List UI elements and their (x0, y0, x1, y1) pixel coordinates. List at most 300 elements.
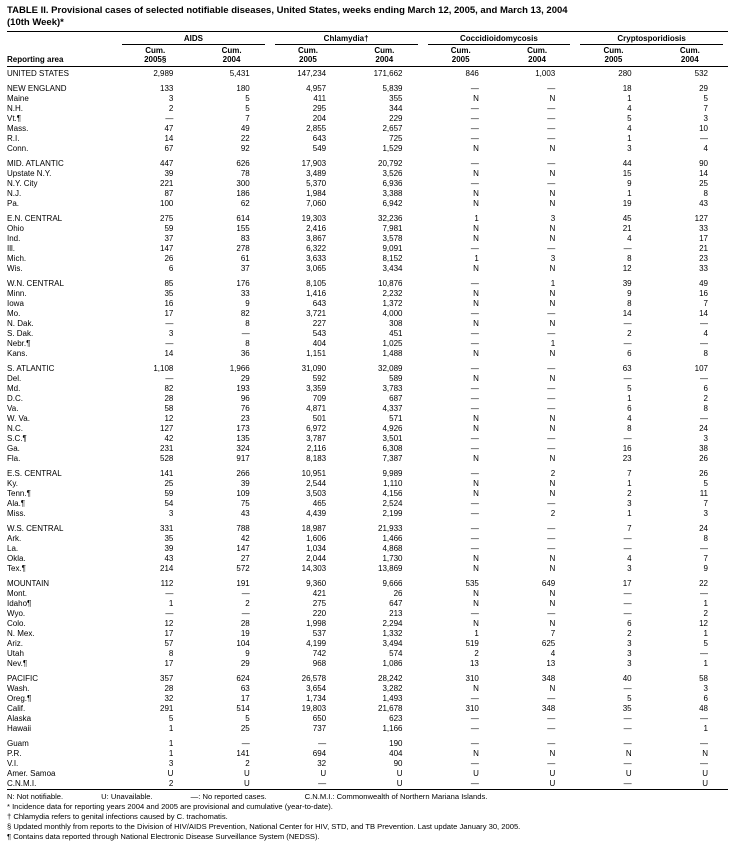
value-cell: — (470, 329, 479, 338)
value-cell: 78 (240, 169, 250, 178)
reporting-area-cell: La. (7, 544, 19, 553)
value-cell: 725 (389, 134, 403, 143)
table-body (7, 67, 728, 790)
value-cell: — (623, 739, 632, 748)
value-cell: N (549, 589, 556, 598)
value-cell: — (547, 434, 556, 443)
value-cell: 10,951 (301, 469, 327, 478)
value-cell: 2 (627, 489, 632, 498)
value-cell: 7 (627, 524, 632, 533)
value-cell: — (623, 544, 632, 553)
value-cell: N (549, 599, 556, 608)
value-cell: U (243, 769, 250, 778)
value-cell: 133 (160, 84, 174, 93)
column-header-line1: Cum. (145, 46, 166, 55)
value-cell: 7,387 (382, 454, 403, 463)
reporting-area-cell: Pa. (7, 199, 20, 208)
value-cell: 4 (627, 124, 632, 133)
value-cell: N (473, 189, 479, 198)
value-cell: 4 (627, 554, 632, 563)
value-cell: 26 (164, 254, 174, 263)
value-cell: N (549, 749, 556, 758)
table-row (7, 684, 728, 694)
value-cell: 54 (164, 499, 174, 508)
value-cell: 12 (164, 619, 174, 628)
value-cell: 2 (703, 609, 708, 618)
value-cell: 592 (312, 374, 327, 383)
value-cell: 737 (312, 724, 327, 733)
value-cell: 63 (622, 364, 632, 373)
value-cell: 1,529 (382, 144, 403, 153)
table-row (7, 309, 728, 319)
value-cell: 3,654 (306, 684, 327, 693)
value-cell: — (547, 394, 556, 403)
value-cell: 147,234 (297, 69, 327, 78)
value-cell: 4 (550, 649, 556, 658)
value-cell: 846 (465, 69, 479, 78)
reporting-area-cell: Mo. (7, 309, 21, 318)
value-cell: 4,871 (306, 404, 327, 413)
value-cell: 9 (245, 299, 250, 308)
table-row (7, 574, 728, 589)
value-cell: 7 (703, 499, 708, 508)
table-row (7, 609, 728, 619)
value-cell: 32 (164, 694, 174, 703)
value-cell: 4,337 (382, 404, 403, 413)
value-cell: — (547, 114, 556, 123)
value-cell: N (473, 224, 479, 233)
value-cell: N (549, 454, 556, 463)
value-cell: N (549, 169, 556, 178)
table-row (7, 499, 728, 509)
reporting-area-cell: Ohio (7, 224, 24, 233)
value-cell: — (700, 739, 708, 748)
value-cell: 2,657 (382, 124, 403, 133)
value-cell: — (165, 589, 174, 598)
table-row (7, 619, 728, 629)
table-row (7, 94, 728, 104)
value-cell: 62 (240, 199, 250, 208)
value-cell: 709 (312, 394, 327, 403)
reporting-area-cell: Vt.¶ (7, 114, 22, 123)
footnotes (7, 792, 728, 842)
value-cell: 519 (465, 639, 479, 648)
value-cell: 3 (627, 144, 632, 153)
table-row (7, 179, 728, 189)
reporting-area-cell: N. Mex. (7, 629, 35, 638)
value-cell: N (549, 189, 556, 198)
value-cell: 8 (703, 534, 708, 543)
value-cell: 6 (168, 264, 174, 273)
table-row (7, 464, 728, 479)
value-cell: N (473, 349, 479, 358)
value-cell: — (470, 394, 479, 403)
value-cell: N (473, 374, 479, 383)
value-cell: 2 (627, 329, 632, 338)
reporting-area-cell: Alaska (7, 714, 32, 723)
value-cell: 275 (160, 214, 174, 223)
value-cell: 57 (164, 639, 174, 648)
value-cell: 3 (168, 329, 174, 338)
value-cell: 2 (550, 509, 556, 518)
value-cell: — (623, 724, 632, 733)
value-cell: 2,044 (306, 554, 327, 563)
value-cell: 1 (168, 739, 174, 748)
value-cell: 2 (245, 759, 250, 768)
value-cell: 90 (393, 759, 403, 768)
value-cell: 76 (240, 404, 250, 413)
value-cell: 7 (245, 114, 250, 123)
value-cell: 1,730 (382, 554, 403, 563)
value-cell: 9 (703, 564, 708, 573)
value-cell: 4,156 (382, 489, 403, 498)
value-cell: N (549, 554, 556, 563)
value-cell: — (700, 374, 708, 383)
value-cell: 614 (236, 214, 250, 223)
table-row (7, 79, 728, 94)
value-cell: 643 (312, 299, 327, 308)
table-row (7, 749, 728, 759)
value-cell: 13,869 (378, 564, 403, 573)
column-header (346, 45, 422, 67)
value-cell: — (241, 589, 250, 598)
column-header-line1: Cum. (221, 46, 242, 55)
value-cell: — (470, 544, 479, 553)
value-cell: 63 (240, 684, 250, 693)
value-cell: 14 (699, 309, 708, 318)
column-header (652, 45, 728, 67)
column-header-line1: Cum. (450, 46, 471, 55)
value-cell: 4,000 (382, 309, 403, 318)
value-cell: N (549, 374, 556, 383)
value-cell: 33 (240, 289, 250, 298)
value-cell: 38 (699, 444, 708, 453)
table-row (7, 779, 728, 790)
value-cell: 643 (312, 134, 327, 143)
value-cell: N (625, 749, 632, 758)
value-cell: — (700, 714, 708, 723)
value-cell: 4 (703, 144, 708, 153)
value-cell: 3,783 (382, 384, 403, 393)
column-header-line1: Cum. (297, 46, 318, 55)
value-cell: 58 (699, 674, 708, 683)
table-row (7, 394, 728, 404)
value-cell: — (547, 159, 556, 168)
value-cell: 3 (627, 639, 632, 648)
table-row (7, 649, 728, 659)
value-cell: 8,105 (306, 279, 327, 288)
value-cell: N (473, 319, 479, 328)
value-cell: 968 (312, 659, 327, 668)
column-header-line2: 2004 (375, 55, 394, 64)
value-cell: — (318, 779, 327, 788)
reporting-area-cell: Ala.¶ (7, 499, 26, 508)
table-row (7, 724, 728, 734)
value-cell: 5,370 (306, 179, 327, 188)
value-cell: 31,090 (301, 364, 327, 373)
value-cell: — (623, 714, 632, 723)
value-cell: 21,933 (378, 524, 403, 533)
value-cell: 2,989 (153, 69, 174, 78)
value-cell: 2 (245, 599, 250, 608)
value-cell: 22 (240, 134, 250, 143)
table-row (7, 489, 728, 499)
value-cell: 9,666 (382, 579, 403, 588)
value-cell: — (547, 244, 556, 253)
table-row (7, 714, 728, 724)
value-cell: 13 (546, 659, 556, 668)
value-cell: — (241, 329, 250, 338)
value-cell: — (470, 339, 479, 348)
reporting-area-cell: Ky. (7, 479, 18, 488)
value-cell: 14 (622, 309, 632, 318)
value-cell: 92 (240, 144, 250, 153)
value-cell: 421 (312, 589, 327, 598)
value-cell: 2 (168, 779, 174, 788)
disease-group-header-3 (575, 32, 728, 46)
value-cell: N (473, 234, 479, 243)
value-cell: 14 (164, 349, 174, 358)
value-cell: 589 (389, 374, 403, 383)
value-cell: 29 (240, 659, 250, 668)
value-cell: N (549, 144, 556, 153)
value-cell: 85 (164, 279, 174, 288)
value-cell: 15 (622, 169, 632, 178)
reporting-area-cell: D.C. (7, 394, 23, 403)
column-header-line1: Cum. (374, 46, 395, 55)
legend-line (7, 792, 728, 802)
value-cell: — (470, 244, 479, 253)
value-cell: 9,360 (306, 579, 327, 588)
value-cell: U (243, 779, 250, 788)
reporting-area-cell: Tenn.¶ (7, 489, 31, 498)
value-cell: 19 (622, 199, 632, 208)
value-cell: 1 (168, 724, 174, 733)
value-cell: N (473, 299, 479, 308)
value-cell: 9,091 (382, 244, 403, 253)
column-header (117, 45, 193, 67)
value-cell: 100 (160, 199, 174, 208)
value-cell: 3 (627, 649, 632, 658)
table-row (7, 519, 728, 534)
table-row (7, 134, 728, 144)
value-cell: 6 (703, 384, 708, 393)
reporting-area-cell: PACIFIC (7, 674, 38, 683)
column-header (423, 45, 499, 67)
value-cell: — (547, 714, 556, 723)
reporting-area-cell: Md. (7, 384, 21, 393)
value-cell: 33 (699, 224, 708, 233)
value-cell: 571 (389, 414, 403, 423)
value-cell: — (623, 684, 632, 693)
table-title-line1: TABLE II. Provisional cases of selected notifiable diseases, United States, weeks ending March 12, 2005, and March 13, 2004 (7, 5, 568, 16)
reporting-area-cell: C.N.M.I. (7, 779, 37, 788)
value-cell: 1,998 (306, 619, 327, 628)
value-cell: 21,678 (378, 704, 403, 713)
value-cell: 26 (699, 469, 708, 478)
value-cell: 107 (694, 364, 708, 373)
value-cell: — (165, 609, 174, 618)
disease-group-label: Coccidioidomycosis (428, 33, 571, 45)
reporting-area-cell: Conn. (7, 144, 29, 153)
value-cell: 32 (317, 759, 327, 768)
value-cell: 2,116 (306, 444, 327, 453)
value-cell: — (547, 694, 556, 703)
value-cell: — (700, 759, 708, 768)
value-cell: 2,416 (306, 224, 327, 233)
column-header (193, 45, 269, 67)
reporting-area-cell: W.N. CENTRAL (7, 279, 64, 288)
reporting-area-cell: Okla. (7, 554, 26, 563)
value-cell: 1 (474, 214, 479, 223)
value-cell: — (700, 319, 708, 328)
value-cell: 4 (627, 234, 632, 243)
value-cell: 8 (627, 254, 632, 263)
table-row (7, 639, 728, 649)
value-cell: 5,839 (382, 84, 403, 93)
value-cell: 44 (622, 159, 632, 168)
value-cell: — (470, 534, 479, 543)
value-cell: 17 (699, 234, 708, 243)
value-cell: 2,232 (382, 289, 403, 298)
value-cell: — (470, 759, 479, 768)
value-cell: 3 (550, 254, 556, 263)
value-cell: 147 (160, 244, 174, 253)
value-cell: 1,151 (306, 349, 327, 358)
value-cell: — (470, 134, 479, 143)
table-row (7, 104, 728, 114)
value-cell: 176 (236, 279, 250, 288)
value-cell: 39 (240, 479, 250, 488)
value-cell: 17 (164, 659, 174, 668)
value-cell: 16 (699, 289, 708, 298)
value-cell: U (625, 769, 632, 778)
value-cell: 193 (236, 384, 250, 393)
value-cell: 1,025 (382, 339, 403, 348)
value-cell: 537 (312, 629, 327, 638)
value-cell: 348 (541, 704, 556, 713)
value-cell: 532 (694, 69, 708, 78)
value-cell: — (547, 134, 556, 143)
value-cell: 23 (699, 254, 708, 263)
value-cell: — (470, 364, 479, 373)
value-cell: 6,936 (382, 179, 403, 188)
value-cell: N (473, 454, 479, 463)
value-cell: — (547, 444, 556, 453)
value-cell: 24 (699, 524, 708, 533)
value-cell: 40 (622, 674, 632, 683)
value-cell: 3,867 (306, 234, 327, 243)
value-cell: 7 (703, 104, 708, 113)
table-row (7, 759, 728, 769)
reporting-area-cell: Wash. (7, 684, 30, 693)
value-cell: 7,981 (382, 224, 403, 233)
value-cell: 12 (622, 264, 632, 273)
value-cell: 1 (168, 599, 174, 608)
value-cell: 4 (627, 104, 632, 113)
value-cell: 82 (240, 309, 250, 318)
value-cell: — (470, 694, 479, 703)
table-row (7, 209, 728, 224)
reporting-area-cell: Ark. (7, 534, 22, 543)
value-cell: 29 (699, 84, 708, 93)
value-cell: 23 (240, 414, 250, 423)
value-cell: — (470, 84, 479, 93)
value-cell: N (473, 619, 479, 628)
table-row (7, 289, 728, 299)
value-cell: 1,466 (382, 534, 403, 543)
value-cell: 324 (236, 444, 250, 453)
table-row (7, 124, 728, 134)
value-cell: 344 (389, 104, 403, 113)
table-row (7, 444, 728, 454)
value-cell: 1 (550, 279, 556, 288)
value-cell: 5 (703, 94, 708, 103)
reporting-area-cell: P.R. (7, 749, 22, 758)
value-cell: N (473, 169, 479, 178)
value-cell: 1 (474, 629, 479, 638)
value-cell: 514 (236, 704, 250, 713)
value-cell: 1,086 (382, 659, 403, 668)
value-cell: — (623, 244, 632, 253)
value-cell: 82 (164, 384, 174, 393)
reporting-area-cell: Iowa (7, 299, 24, 308)
legend-item: N: Not notifiable. (7, 792, 64, 801)
value-cell: 8 (168, 649, 174, 658)
value-cell: N (549, 299, 556, 308)
value-cell: 141 (236, 749, 250, 758)
value-cell: 788 (236, 524, 250, 533)
table-row (7, 454, 728, 464)
value-cell: 6,322 (306, 244, 327, 253)
reporting-area-cell: MOUNTAIN (7, 579, 50, 588)
value-cell: — (547, 84, 556, 93)
value-cell: — (470, 384, 479, 393)
reporting-area-cell: Wyo. (7, 609, 26, 618)
value-cell: 8 (703, 349, 708, 358)
value-cell: 3,388 (382, 189, 403, 198)
value-cell: 275 (312, 599, 327, 608)
value-cell: 141 (160, 469, 174, 478)
table-row (7, 414, 728, 424)
legend-item: —: No reported cases. (190, 792, 267, 801)
reporting-area-cell: W.S. CENTRAL (7, 524, 64, 533)
value-cell: 3,489 (306, 169, 327, 178)
value-cell: 291 (160, 704, 174, 713)
value-cell: 3,721 (306, 309, 327, 318)
value-cell: 3 (168, 94, 174, 103)
value-cell: N (549, 199, 556, 208)
value-cell: 4,868 (382, 544, 403, 553)
value-cell: 3,434 (382, 264, 403, 273)
table-row (7, 424, 728, 434)
value-cell: 1,966 (229, 364, 250, 373)
value-cell: 19,803 (301, 704, 327, 713)
value-cell: — (165, 339, 174, 348)
value-cell: — (547, 524, 556, 533)
value-cell: — (547, 179, 556, 188)
reporting-area-cell: Hawaii (7, 724, 32, 733)
value-cell: — (470, 159, 479, 168)
reporting-area-cell: Va. (7, 404, 19, 413)
value-cell: 28 (164, 684, 174, 693)
value-cell: 348 (541, 674, 556, 683)
table-row (7, 404, 728, 414)
value-cell: 357 (160, 674, 174, 683)
value-cell: — (470, 179, 479, 188)
value-cell: 1,034 (306, 544, 327, 553)
value-cell: 1 (627, 394, 632, 403)
